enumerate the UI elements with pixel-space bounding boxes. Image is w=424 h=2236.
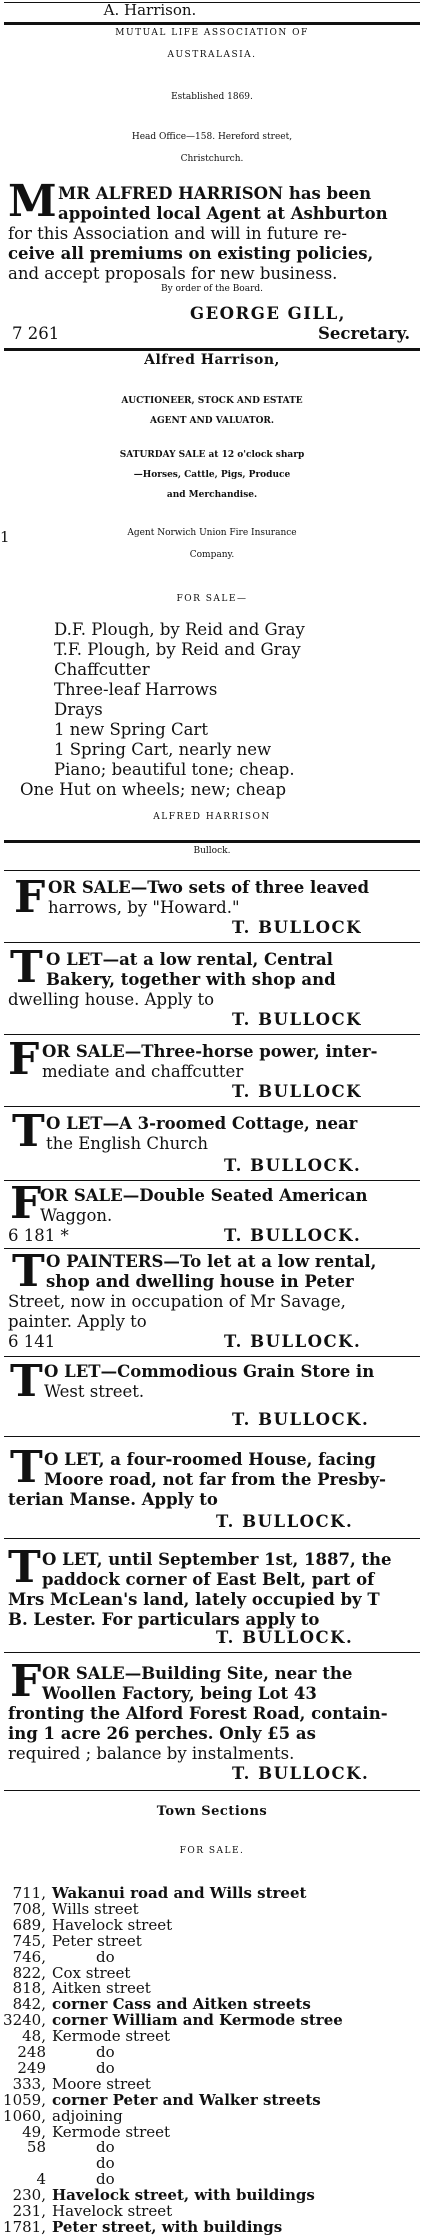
ad-line: harrows, by "Howard." (48, 898, 240, 917)
section-description: Kermode street (52, 2027, 171, 2046)
harrison-item: Drays (54, 700, 103, 719)
ad-line: OR SALE—Double Seated American (40, 1186, 368, 1205)
section-number: 4 (36, 2170, 46, 2189)
header-strip-text: A. Harrison. (103, 1, 197, 19)
section-number: 1059, (3, 2090, 46, 2109)
newspaper-column: A. Harrison. MUTUAL LIFE ASSOCIATION OF AUSTRALASIA. Established 1869. Head Office—158. Hereford street, Christchurch. M MR ALFRED HARRISON has been appointed local Agent at Ashburton for this Association and will in future re- ceive all premiums on existing policies, and accept proposals for new business. By order of the Board. GEORGE GILL, 7 261 Secretary. Alfred Harrison, AUCTIONEER, STOCK AND ESTATE AGENT AND VALUATOR. SATURDAY SALE at 12 o'clock sharp —Horses, Cattle, Pigs, Produce and Merchandise. Agent Norwich Union Fire Insurance Company. 1 FOR SALE— D.F. Plough, by Reid and Gray T.F. Plough, by Reid and Gray Chaffcutter Three-leaf Harrows Drays 1 new Spring Cart 1 Spring Cart, nearly new Piano; beautiful tone; cheap. One Hut on wheels; new; cheap ALFRED HARRISON Bullock. F OR SALE—Two sets of three leaved harrows, by "Howard." T. BULLOCK T O LET—at a low rental, Central Bakery, together with shop and dwelling house. Apply to T. BULLOCK F OR SALE—Three-horse power, inter- mediate and chaffcutter T. BULLOCK T O LET—A 3-roomed Cottage, near the English Church T. BULLOCK. F OR SALE—Double Seated American Waggon. 6 181 * T. BULLOCK. T O PAINTERS—To let at a low rental, shop and dwelling house in Peter Street, now in occupation of Mr Savage, painter. Apply to 6 141 T. BULLOCK. T O LET—Commodious Grain Store in West street. T. BULLOCK. T O LET, a four-roomed House, facing Moore road, not far from the Presby- terian Manse. Apply to T. BULLOCK. T O LET, until September 1st, 1887, the paddock corner of East Belt, part of Mrs McLean's land, lately occupied by T B. Lester. For particulars apply to T. BULLOCK. F OR SALE—Building Site, near the Woollen Factory, being Lot 43 fronting the Alford Forest Road, contain- ing 1 acre 26 perches. Only £5 as required ; balance by instalments. T. BULLOCK. Town Sections FOR SALE. 711, Wakanui road and Wills street 708, Wills street 689, Havelock street 745, Peter street 746, do 822, Cox street 818, Aitken street 842, corner Cass and Aitken streets 3240, corner William and Kermode stree 48, Kermode street 248 do 249 do 333, Moore street 1059, corner Peter and Walker streets 1060, adjoining 49, Kermode street 58 do do 4 do 230, Havelock street, with buildings 231, Havelock street 1781, Peter street, with buildings (0, 0, 424, 2235)
harrison-name: Alfred Harrison, (144, 352, 280, 368)
section-description: do (96, 1947, 115, 1966)
mutual-signer-title: Secretary. (318, 324, 411, 343)
ad-line: B. Lester. For particulars apply to (8, 1610, 320, 1629)
ad-sign: T. BULLOCK. (216, 1628, 354, 1647)
section-description: Moore street (52, 2074, 151, 2093)
header-rule (4, 22, 420, 25)
ad-line: OR SALE—Two sets of three leaved (48, 878, 370, 897)
section-number: 745, (12, 1931, 46, 1950)
section-number: 746, (12, 1947, 46, 1966)
ad-line: dwelling house. Apply to (8, 990, 215, 1009)
ad-line: West street. (44, 1382, 145, 1401)
section-description: adjoining (52, 2106, 123, 2125)
section-number: 3240, (3, 2011, 46, 2030)
section-description: do (96, 2138, 115, 2157)
section-description: corner Cass and Aitken streets (52, 1995, 311, 2014)
section-description: Peter street, with buildings (52, 2217, 283, 2236)
ad-line: Woollen Factory, being Lot 43 (42, 1684, 317, 1703)
section-description: Wakanui road and Wills street (52, 1884, 307, 1902)
ad-sign: T. BULLOCK. (232, 1764, 370, 1783)
section-number: 230, (12, 2186, 46, 2205)
mutual-office-2: Christchurch. (180, 154, 244, 164)
mutual-body-6: By order of the Board. (160, 284, 264, 294)
section-number: 248 (17, 2043, 46, 2061)
ad-line: fronting the Alford Forest Road, contain- (8, 1704, 388, 1723)
section-description: Aitken street (52, 1979, 151, 1998)
section-number: 1781, (3, 2217, 46, 2236)
ad-line: OR SALE—Three-horse power, inter- (42, 1042, 378, 1061)
ad-sign: T. BULLOCK (232, 1010, 363, 1029)
ad-line: ing 1 acre 26 perches. Only £5 as (8, 1724, 316, 1743)
section-number: 1060, (3, 2106, 46, 2125)
sections-subtitle: FOR SALE. (179, 1846, 245, 1856)
ad-drop-cap: T (12, 1106, 45, 1157)
ad-line: mediate and chaffcutter (42, 1062, 244, 1081)
ad-line: O PAINTERS—To let at a low rental, (46, 1252, 377, 1271)
mutual-body-3: for this Association and will in future re- (8, 224, 348, 243)
ad-line: paddock corner of East Belt, part of (42, 1570, 375, 1589)
section-number: 58 (26, 2138, 46, 2157)
harrison-item: One Hut on wheels; new; cheap (20, 780, 287, 799)
bullock-heading: Bullock. (193, 846, 231, 856)
harrison-item: Chaffcutter (54, 660, 150, 679)
mutual-body-2: appointed local Agent at Ashburton (58, 204, 388, 223)
ad-line: Mrs McLean's land, lately occupied by T (8, 1590, 380, 1609)
ad-line: terian Manse. Apply to (8, 1490, 218, 1509)
ad-line: O LET—A 3-roomed Cottage, near (46, 1114, 358, 1133)
harrison-item: 1 new Spring Cart (54, 720, 208, 739)
mutual-ref: 7 261 (12, 324, 60, 343)
ad-line: O LET—Commodious Grain Store in (44, 1362, 375, 1381)
ad-drop-cap: T (10, 1356, 43, 1407)
mutual-drop-cap: M (8, 176, 57, 227)
mutual-established: Established 1869. (171, 92, 253, 102)
section-description: Wills street (52, 1899, 139, 1918)
ad-sign: T. BULLOCK. (224, 1156, 362, 1175)
ad-line: OR SALE—Building Site, near the (42, 1664, 353, 1683)
harrison-item: 1 Spring Cart, nearly new (54, 740, 272, 759)
section-number: 689, (12, 1915, 46, 1934)
ad-ref: 6 141 (8, 1332, 56, 1351)
section-number: 49, (22, 2122, 46, 2141)
ad-line: Waggon. (40, 1206, 113, 1225)
mutual-title-1: MUTUAL LIFE ASSOCIATION OF (115, 28, 309, 38)
harrison-signature: ALFRED HARRISON (153, 812, 271, 822)
ad-ref: 6 181 * (8, 1226, 69, 1245)
section-description: corner William and Kermode stree (52, 2011, 343, 2030)
harrison-sale-1: SATURDAY SALE at 12 o'clock sharp (119, 450, 305, 460)
section-number: 708, (12, 1899, 46, 1918)
section-description: Peter street (52, 1931, 142, 1950)
harrison-agent-2: Company. (189, 550, 235, 560)
mutual-body-5: and accept proposals for new business. (8, 264, 338, 283)
ad-sign: T. BULLOCK. (224, 1332, 362, 1351)
ad-sign: T. BULLOCK (232, 1082, 363, 1101)
section-description: do (96, 2043, 115, 2061)
section-description: Havelock street (52, 2202, 173, 2220)
section-number: 48, (22, 2027, 46, 2046)
mutual-signer: GEORGE GILL, (190, 304, 346, 323)
ad-line: required ; balance by instalments. (8, 1744, 295, 1763)
mutual-body-4: ceive all premiums on existing policies, (8, 244, 374, 263)
ad-drop-cap: T (8, 1542, 41, 1593)
section-description: corner Peter and Walker streets (52, 2090, 321, 2109)
mutual-rule (4, 348, 420, 351)
harrison-item: Three-leaf Harrows (54, 680, 218, 699)
ad-drop-cap: T (12, 1246, 45, 1297)
ad-line: Bakery, together with shop and (46, 970, 336, 989)
section-description: do (96, 2154, 115, 2173)
mutual-office-1: Head Office—158. Hereford street, (131, 132, 293, 142)
harrison-sale-2: —Horses, Cattle, Pigs, Produce (133, 470, 291, 480)
harrison-sale-3: and Merchandise. (166, 490, 258, 500)
harrison-agent-1: Agent Norwich Union Fire Insurance (127, 528, 297, 538)
mutual-title-2: AUSTRALASIA. (167, 50, 257, 60)
ad-line: painter. Apply to (8, 1312, 147, 1331)
section-number: 231, (12, 2202, 46, 2220)
section-number: 333, (12, 2074, 46, 2093)
ad-sign: T. BULLOCK (232, 918, 363, 937)
ad-line: the English Church (46, 1134, 209, 1153)
harrison-role-2: AGENT AND VALUATOR. (149, 416, 275, 426)
harrison-rule (4, 840, 420, 843)
section-description: do (96, 2058, 115, 2077)
ad-line: Street, now in occupation of Mr Savage, (8, 1292, 346, 1311)
section-description: do (96, 2170, 115, 2189)
ad-line: O LET, a four-roomed House, facing (44, 1450, 376, 1469)
section-number: 822, (12, 1963, 46, 1982)
harrison-item: D.F. Plough, by Reid and Gray (54, 620, 305, 639)
section-number: 711, (12, 1884, 46, 1902)
sections-title: Town Sections (156, 1804, 268, 1819)
section-number: 842, (12, 1995, 46, 2014)
section-description: Cox street (52, 1963, 131, 1982)
ad-sign: T. BULLOCK. (216, 1512, 354, 1531)
section-description: Havelock street, with buildings (52, 2186, 315, 2205)
mutual-body-1: MR ALFRED HARRISON has been (58, 184, 372, 203)
ad-line: shop and dwelling house in Peter (46, 1272, 354, 1291)
ad-drop-cap: F (14, 872, 46, 923)
ad-sign: T. BULLOCK. (232, 1410, 370, 1429)
ad-line: Moore road, not far from the Presby- (44, 1470, 386, 1489)
harrison-item: T.F. Plough, by Reid and Gray (54, 640, 301, 659)
ad-line: O LET—at a low rental, Central (46, 950, 333, 969)
harrison-role-1: AUCTIONEER, STOCK AND ESTATE (121, 396, 303, 406)
ad-line: O LET, until September 1st, 1887, the (42, 1550, 392, 1569)
ad-drop-cap: T (10, 942, 43, 993)
ad-sign: T. BULLOCK. (224, 1226, 362, 1245)
ad-drop-cap: T (10, 1442, 43, 1493)
ad-drop-cap: F (10, 1656, 42, 1707)
section-description: Kermode street (52, 2122, 171, 2141)
harrison-item: Piano; beautiful tone; cheap. (54, 760, 295, 779)
section-number: 818, (12, 1979, 46, 1998)
ad-drop-cap: F (8, 1034, 40, 1085)
ad-drop-cap: F (10, 1178, 42, 1229)
section-number: 249 (17, 2058, 46, 2077)
section-description: Havelock street (52, 1915, 173, 1934)
harrison-for-sale: FOR SALE— (176, 594, 248, 604)
